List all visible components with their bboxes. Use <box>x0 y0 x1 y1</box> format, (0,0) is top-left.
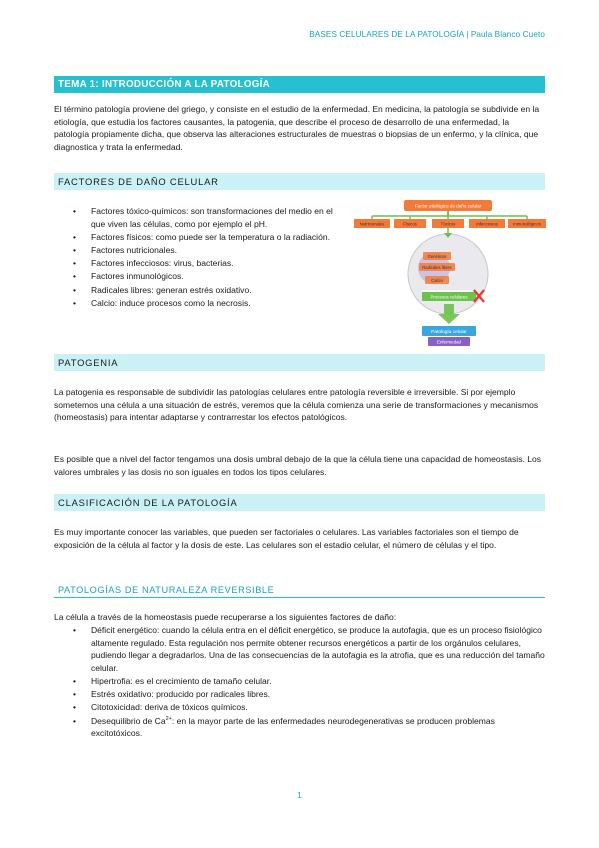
list-item: • Déficit energético: cuando la célula entra en el déficit energético, se produce la autofagia, que es un proceso fisiológico altamente regulado. Esta regulación nos permite obtener recursos energéticos a partir de los orgánulos celulares, pudiendo llegar a degradarlos. Una de las consecuencias de la autofagia es la atrofia, que es una reducción del tamaño celular. <box>73 624 545 674</box>
list-item: • Estrés oxidativo: producido por radicales libres. <box>73 688 545 701</box>
list-item: • Factores físicos: como puede ser la temperatura o la radiación. <box>73 231 343 244</box>
heading-clasificacion: CLASIFICACIÓN DE LA PATOLOGÍA <box>54 494 545 511</box>
patogenia-paragraph-1: La patogenia es responsable de subdividir las patologías celulares entre patología reversible e irreversible. Si por ejemplo sometemos una célula a una situación de estrés, veremos que la célula comienza una serie de transformaciones y mecanismos (homeostasis) para intentar adaptarse y contrarrestar los efectos patológicos. <box>54 387 539 423</box>
calcio-sup: 2+ <box>165 715 172 722</box>
diagram-top-label: Factor etiológico de daño celular <box>414 203 482 209</box>
list-item: • Factores infecciosos: virus, bacterias. <box>73 257 343 270</box>
factor-label: Infecciosos <box>476 221 498 227</box>
list-item: • Citotoxicidad: deriva de tóxicos químicos. <box>73 701 545 714</box>
factores-list <box>73 205 343 310</box>
list-item: • Hipertrofia: es el crecimiento de tamaño celular. <box>73 675 545 688</box>
factor-label: Tóxicos <box>440 221 456 227</box>
inner-label: Calcio <box>431 277 443 283</box>
chapter-heading: TEMA 1: INTRODUCCIÓN A LA PATOLOGÍA <box>54 76 545 93</box>
factor-label: Inmunológicos <box>513 221 541 227</box>
running-header: BASES CELULARES DE LA PATOLOGÍA | Paula Blanco Cueto <box>309 30 545 39</box>
heading-factores: FACTORES DE DAÑO CELULAR <box>54 173 545 190</box>
reversible-intro: La célula a través de la homeostasis puede recuperarse a los siguientes factores de daño: <box>54 612 397 622</box>
factor-label: Nutricionales <box>359 221 385 227</box>
intro-paragraph: El término patología proviene del griego, y consiste en el estudio de la enfermedad. En medicina, la patología se subdivide en la etiología, que estudia los factores causantes, la patogenia, que describe el proceso de desarrollo de una enfermedad, la patología propiamente dicha, que observa las alteraciones estructurales de muestras o biopsias de un enfermo, y la clínica, que diagnostica y trata la enfermedad. <box>54 104 540 152</box>
list-item: • Calcio: induce procesos como la necrosis. <box>73 297 343 310</box>
inner-label: Radicales libres <box>422 264 452 270</box>
reversible-list <box>73 624 545 740</box>
heading-patogenia: PATOGENIA <box>54 354 545 371</box>
cell-damage-diagram <box>352 200 548 372</box>
calcio-pre: Desequilibrio de Ca <box>91 715 166 726</box>
list-item: • Factores inmunológicos. <box>73 270 343 283</box>
inner-label: Genéticos <box>427 253 447 259</box>
patogenia-paragraph-2: Es posible que a nivel del factor tengamos una dosis umbral debajo de la que la célula tiene una capacidad de homeostasis. Los valores umbrales y las dosis no son iguales en todos los tipos celulares. <box>54 454 542 477</box>
list-item: • Factores nutricionales. <box>73 244 343 257</box>
disease-label: Enfermedad <box>437 339 461 345</box>
heading-reversible: PATOLOGÍAS DE NATURALEZA REVERSIBLE <box>54 582 545 598</box>
clasificacion-paragraph: Es muy importante conocer las variables, que pueden ser factoriales o celulares. Las variables factoriales son el tiempo de exposición de la célula al factor y la dosis de este. Las celulares son el estadio celular, el número de células y el tipo. <box>54 527 519 550</box>
list-item: • Factores tóxico-químicos: son transformaciones del medio en el que viven las células, como por ejemplo el pH. <box>73 205 343 230</box>
page-number: 1 <box>297 791 302 800</box>
process-label: Procesos celulares <box>430 294 468 300</box>
factor-label: Físicos <box>403 221 417 227</box>
list-item <box>73 715 545 740</box>
list-item: • Radicales libres: generan estrés oxidativo. <box>73 284 343 297</box>
result-label: Patología celular <box>431 330 467 335</box>
calcio-post: : en la mayor parte de las enfermedades neurodegenerativas se producen problemas excitotóxicos. <box>91 715 495 739</box>
